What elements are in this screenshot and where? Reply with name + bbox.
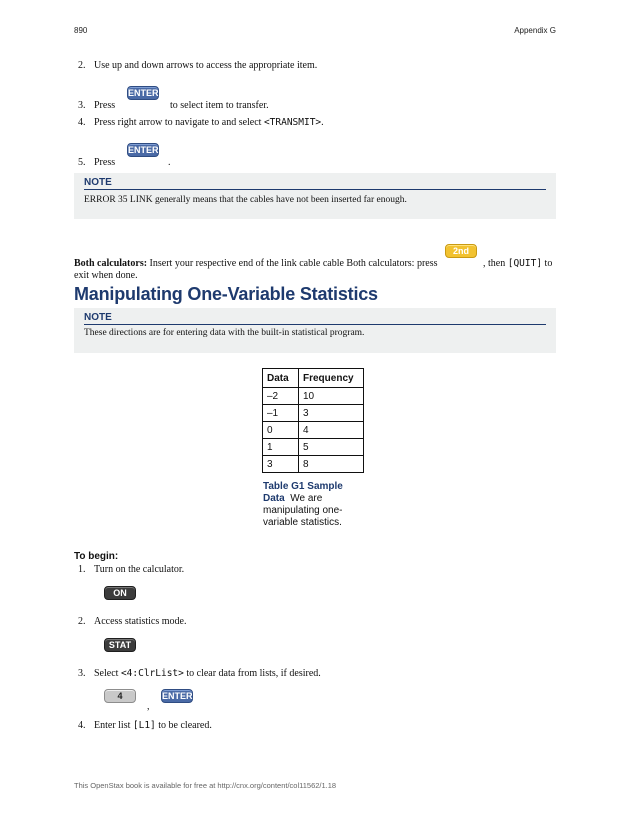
both-calculators-line1: Both calculators: Insert your respective end of the link cable cable Both calculators: press (74, 258, 438, 269)
step-4: 4. Press right arrow to navigate to and select <TRANSMIT>. (78, 117, 324, 128)
enter-key-icon: ENTER (128, 145, 159, 155)
sample-data-table (262, 368, 364, 473)
table-row: 1 5 (263, 439, 364, 456)
note-title: NOTE (84, 312, 546, 325)
step-4-enter-list: 4. Enter list [L1] to be cleared. (78, 720, 212, 731)
to-begin-heading: To begin: (74, 551, 119, 562)
table-row: 3 8 (263, 456, 364, 473)
step-2: 2. Use up and down arrows to access the appropriate item. (78, 60, 318, 71)
both-calculators-line2: exit when done. (74, 270, 138, 281)
table-header-row (263, 369, 364, 388)
note-box-directions (74, 308, 556, 353)
table-row: –1 3 (263, 405, 364, 422)
page-number: 890 (74, 26, 88, 35)
enter-key-icon: ENTER (128, 88, 159, 98)
table-row: –2 10 (263, 388, 364, 405)
note-body: ERROR 35 LINK generally means that the cables have not been inserted far enough. (84, 195, 407, 205)
four-key-icon: 4 (104, 689, 136, 703)
both-calculators-quit: , then [QUIT] to (483, 258, 553, 269)
step-5-period: . (168, 157, 171, 168)
column-header-frequency: Frequency (299, 369, 364, 388)
column-header-data: Data (263, 369, 299, 388)
note-title: NOTE (84, 177, 546, 190)
table-caption: Table G1 Sample Data We are manipulating one-variable statistics. (263, 481, 343, 528)
step-1-turn-on: 1. Turn on the calculator. (78, 564, 185, 575)
step-3: 3. Press (78, 100, 116, 111)
table-row: 0 4 (263, 422, 364, 439)
note-body: These directions are for entering data with the built-in statistical program. (84, 328, 365, 338)
step-3-clrlist: 3. Select <4:ClrList> to clear data from lists, if desired. (78, 668, 321, 679)
step-2-stat-mode: 2. Access statistics mode. (78, 616, 187, 627)
on-key-icon: ON (104, 586, 136, 600)
key-separator: , (147, 701, 150, 712)
enter-key-icon: ENTER (162, 691, 193, 701)
stat-key-icon: STAT (104, 638, 136, 652)
footer-attribution: This OpenStax book is available for free at http://cnx.org/content/col11562/1.18 (74, 781, 337, 790)
step-5: 5. Press (78, 157, 116, 168)
step-3-text: to select item to transfer. (170, 100, 269, 111)
2nd-key-icon: 2nd (445, 244, 477, 258)
section-title: Manipulating One-Variable Statistics (74, 284, 378, 304)
appendix-label: Appendix G (514, 26, 556, 35)
note-box-error (74, 173, 556, 219)
